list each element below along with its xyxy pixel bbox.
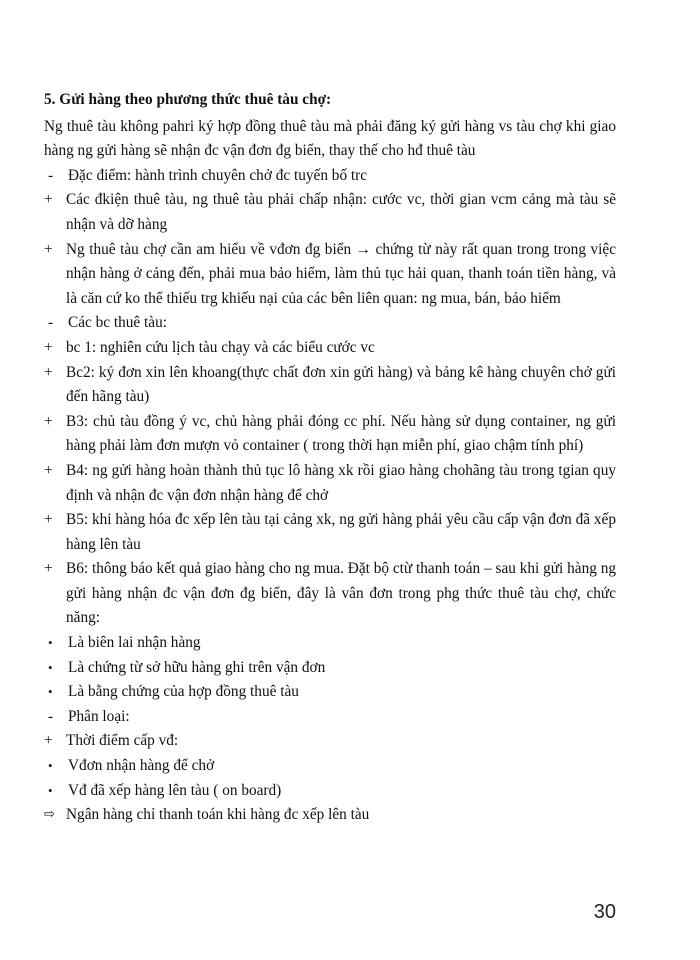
list-item-text: B4: ng gửi hàng hoàn thành thủ tục lô hàng xk rồi giao hàng chohãng tàu trong tgian quy định và nhận đc vận đơn nhận hàng để chở <box>66 461 616 504</box>
section-heading: 5. Gửi hàng theo phương thức thuê tàu chợ: <box>44 91 332 108</box>
list-item <box>44 361 616 410</box>
list-item <box>44 311 616 336</box>
intro-paragraph: Ng thuê tàu không pahri ký hợp đồng thuê tàu mà phải đăng ký gửi hàng vs tàu chợ khi giao hàng ng gửi hàng sẽ nhận đc vận đơn đg biển, thay thế cho hđ thuê tàu <box>44 117 616 160</box>
dash-marker: - <box>48 314 54 332</box>
plus-marker: + <box>44 732 53 750</box>
dash-marker: - <box>48 707 54 725</box>
list-item <box>44 680 616 705</box>
plus-marker: + <box>44 461 53 479</box>
list-item <box>44 803 616 828</box>
plus-marker: + <box>44 412 53 430</box>
list-item <box>44 656 616 681</box>
list-item <box>44 459 616 508</box>
bullet-icon: • <box>48 758 53 774</box>
list-item-text: Bc2: ký đơn xin lên khoang(thực chất đơn xin gửi hàng) và bảng kê hàng chuyên chở gửi đến hãng tàu) <box>66 363 616 406</box>
list-item-text: Thời điểm cấp vđ: <box>66 732 179 750</box>
list-item-text: Các bc thuê tàu: <box>68 314 167 332</box>
list-item <box>44 410 616 459</box>
page-number: 30 <box>593 901 616 923</box>
list-item-text: Là chứng từ sở hữu hàng ghi trên vận đơn <box>68 658 326 676</box>
bullet-icon: • <box>48 684 53 700</box>
bullet-icon: • <box>48 635 53 651</box>
list-item-text: B6: thông báo kết quả giao hàng cho ng mua. Đặt bộ ctừ thanh toán – sau khi gửi hàng ng gửi hàng nhận đc vận đơn đg biển, đây là vân đơn trong phg thức thuê tàu chợ, chức năng: <box>66 560 616 627</box>
list-item-text: B3: chủ tàu đồng ý vc, chủ hàng phải đóng cc phí. Nếu hàng sử dụng container, ng gửi hàng phải làm đơn mượn vỏ container ( trong thời hạn miễn phí, giao chậm tính phí) <box>66 412 616 455</box>
bullet-icon: • <box>48 782 53 798</box>
list-item <box>44 754 616 779</box>
list-item-text: Các đkiện thuê tàu, ng thuê tàu phải chấp nhận: cước vc, thời gian vcm cảng mà tàu sẽ nhận và dỡ hàng <box>66 191 616 233</box>
list-item-text: Vđơn nhận hàng để chở <box>68 757 215 775</box>
list-item-text: Là bằng chứng của hợp đồng thuê tàu <box>68 683 299 701</box>
list-item <box>44 705 616 730</box>
list-item-text: Đặc điểm: hành trình chuyên chở đc tuyến bố trc <box>68 166 368 184</box>
list-item <box>44 164 616 189</box>
plus-marker: + <box>44 240 53 258</box>
content-lines <box>44 164 616 828</box>
list-item <box>44 729 616 754</box>
list-item-text: Vđ đã xếp hàng lên tàu ( on board) <box>68 781 282 799</box>
list-item-text: Ng thuê tàu chợ cần am hiểu về vđơn đg biển → chứng từ này rất quan trong trong việc nhận hàng ở cảng đến, phải mua bảo hiểm, làm thủ tục hải quan, thanh toán tiền hàng, và là căn cứ ko thể thiếu trg khiếu nại của các bên liên quan: ng mua, bán, bảo hiểm <box>66 240 616 307</box>
list-item <box>44 557 616 631</box>
list-item-text: Ngân hàng chỉ thanh toán khi hàng đc xếp lên tàu <box>66 806 370 824</box>
bullet-icon: • <box>48 659 53 675</box>
plus-marker: + <box>44 338 53 356</box>
dash-marker: - <box>48 166 54 184</box>
arrow-icon: ⇨ <box>44 807 55 823</box>
list-item <box>44 238 616 312</box>
plus-marker: + <box>44 560 53 578</box>
plus-marker: + <box>44 363 53 381</box>
list-item <box>44 508 616 557</box>
plus-marker: + <box>44 191 53 209</box>
list-item <box>44 631 616 656</box>
list-item-text: bc 1: nghiên cứu lịch tàu chạy và các biểu cước vc <box>66 338 375 356</box>
list-item-text: Phân loại: <box>68 707 130 725</box>
list-item <box>44 336 616 361</box>
page-content <box>44 88 616 828</box>
list-item <box>44 188 616 237</box>
list-item-text: B5: khi hàng hóa đc xếp lên tàu tại cảng xk, ng gửi hàng phải yêu cầu cấp vận đơn đã xếp hàng lên tàu <box>66 511 616 553</box>
list-item-text: Là biên lai nhận hàng <box>68 634 201 652</box>
list-item <box>44 779 616 804</box>
plus-marker: + <box>44 511 53 529</box>
